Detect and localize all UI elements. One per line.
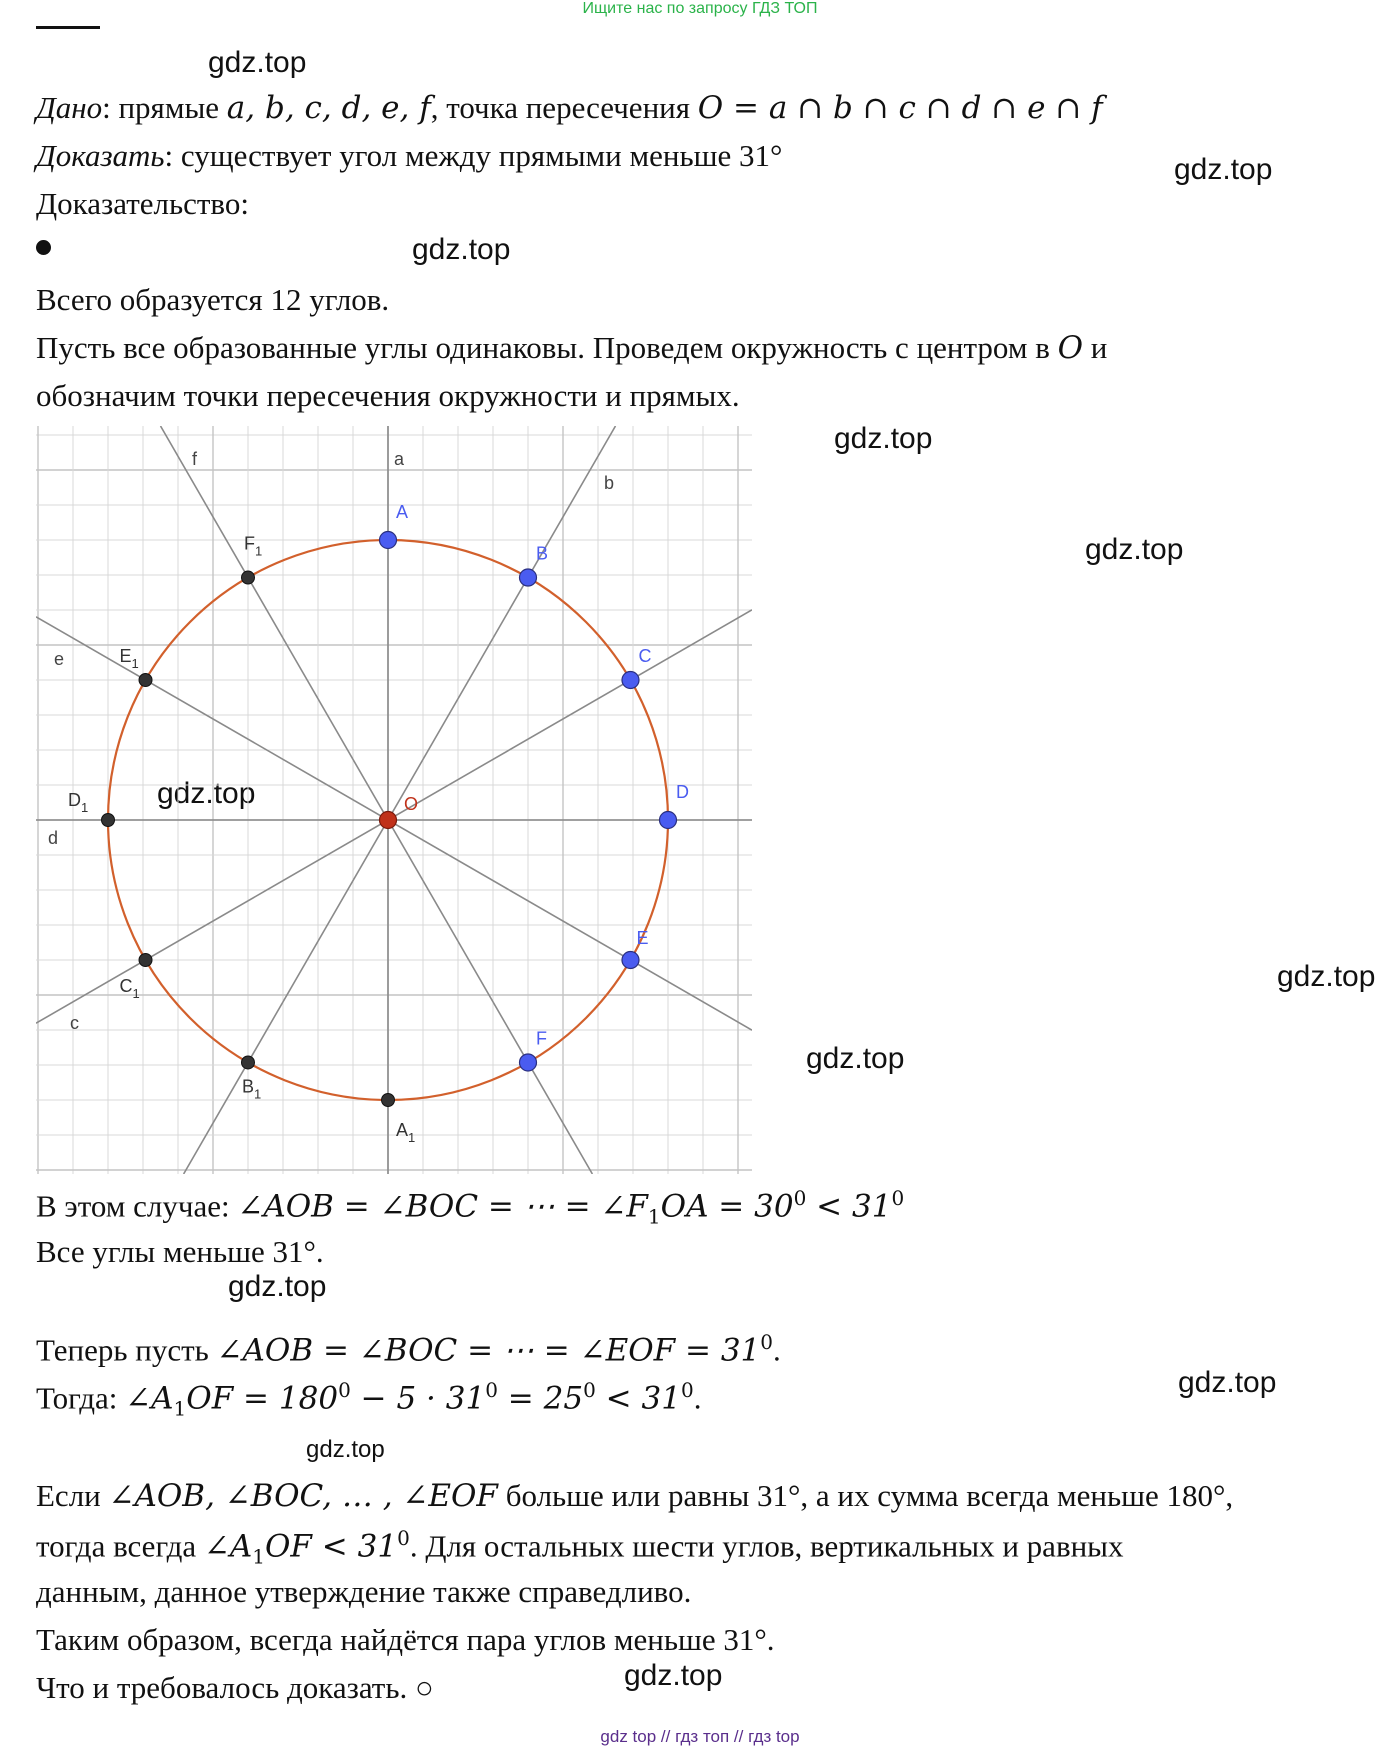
bullet-icon: [36, 240, 51, 255]
para2-line1: [36, 330, 1107, 366]
watermark: gdz.top: [1174, 153, 1273, 186]
point-C1: [139, 954, 152, 967]
final-l5: Что и требовалось доказать. ○: [36, 1670, 434, 1705]
case2b-s1: 0: [338, 1378, 351, 1402]
watermark: gdz.top: [1085, 533, 1184, 566]
point-O: [380, 812, 397, 829]
geometry-figure: [36, 426, 752, 1174]
given-label: Дано: [36, 90, 103, 125]
case2b-f4: = 25: [497, 1380, 584, 1417]
point-label-O: O: [404, 794, 419, 814]
point-A1: [382, 1094, 395, 1107]
final-l2-sup: 0: [397, 1526, 410, 1550]
case2-prefix: Теперь пусть: [36, 1332, 217, 1368]
point-B: [520, 569, 537, 586]
prove-text: : существует угол между прямыми меньше 31°: [164, 138, 783, 173]
point-E: [622, 952, 639, 969]
case2b-sub: 1: [173, 1396, 187, 1421]
watermark: gdz.top: [624, 1659, 723, 1692]
point-label-F: F: [536, 1028, 547, 1049]
case2-sup: 0: [760, 1330, 774, 1354]
point-label-A1: $A_1$: [396, 1120, 416, 1145]
line-label-d: d: [48, 828, 59, 848]
watermark: gdz.top: [1178, 1366, 1277, 1399]
point-D: [660, 812, 677, 829]
case2b-end: .: [693, 1380, 702, 1416]
case2b-s3: 0: [583, 1378, 596, 1402]
case2b-s2: 0: [485, 1378, 498, 1402]
case2b-prefix: Тогда:: [36, 1380, 126, 1416]
para1: Всего образуется 12 углов.: [36, 282, 390, 317]
case2b-f2: OF = 180: [186, 1380, 339, 1417]
watermark: gdz.top: [806, 1042, 905, 1075]
point-label-A: A: [396, 502, 409, 522]
final-l2-b: . Для остальных шести углов, вертикальных и равных: [409, 1528, 1124, 1564]
case1-conclusion: Все углы меньше 31°.: [36, 1234, 324, 1269]
point-E1: [139, 674, 152, 687]
case1-prefix: В этом случае:: [36, 1188, 238, 1224]
para2-center: O: [1057, 330, 1084, 366]
case2-line1: [36, 1330, 781, 1368]
point-label-E1: $E_1$: [119, 646, 139, 671]
watermark: gdz.top: [834, 422, 933, 455]
line-label-c: c: [70, 1013, 79, 1033]
corner-bar: [36, 26, 100, 29]
proof-label: Доказательство:: [36, 186, 249, 221]
case1-formula3: < 31: [806, 1188, 892, 1225]
watermark: gdz.top: [1277, 960, 1376, 993]
given-formula: O = a ∩ b ∩ c ∩ d ∩ e ∩ f: [697, 90, 1103, 126]
final-l2-f1: ∠A: [203, 1528, 253, 1565]
point-F1: [242, 571, 255, 584]
para2-text-b: и: [1083, 330, 1108, 365]
point-F: [520, 1054, 537, 1071]
watermark: gdz.top: [208, 46, 307, 79]
case2-line2: [36, 1378, 701, 1421]
point-A: [380, 532, 397, 549]
watermark: gdz.top: [228, 1270, 327, 1303]
watermark: gdz.top: [157, 777, 256, 810]
para2-text-a: Пусть все образованные углы одинаковы. Проведем окружность с центром в: [36, 330, 1058, 365]
case1-sup2: 0: [891, 1186, 905, 1210]
watermark: gdz.top: [412, 233, 511, 266]
given-mid: , точка пересечения: [430, 90, 698, 125]
final-l2: [36, 1526, 1124, 1569]
final-l3: данным, данное утверждение также справедливо.: [36, 1574, 692, 1609]
case1-line: [36, 1186, 904, 1229]
point-C: [622, 672, 639, 689]
final-l2-a: тогда всегда: [36, 1528, 204, 1564]
case1-formula: ∠AOB = ∠BOC = ⋯ = ∠F: [237, 1188, 648, 1225]
line-label-a: a: [394, 449, 405, 469]
case2b-f5: < 31: [595, 1380, 681, 1417]
case1-sub: 1: [647, 1204, 661, 1229]
given-lines: a, b, c, d, e, f: [226, 90, 431, 126]
prove-line: [36, 138, 782, 174]
line-label-f: f: [192, 449, 198, 469]
point-label-D: D: [676, 782, 689, 802]
point-label-B1: $B_1$: [242, 1076, 262, 1102]
case2-end: .: [773, 1332, 781, 1368]
prove-label: Доказать: [36, 138, 165, 173]
given-line: [36, 90, 1103, 126]
final-l1-f: ∠AOB, ∠BOC, … , ∠EOF: [108, 1478, 498, 1514]
case2b-s4: 0: [680, 1378, 694, 1402]
footer: gdz top // гдз топ // гдз top: [600, 1727, 800, 1746]
final-l1-b: больше или равны 31°, а их сумма всегда меньше 180°,: [497, 1478, 1234, 1513]
line-label-e: e: [54, 649, 65, 669]
case1-formula2: OA = 30: [660, 1188, 794, 1225]
case2-formula: ∠AOB = ∠BOC = ⋯ = ∠EOF = 31: [216, 1332, 761, 1369]
final-l2-f2: OF < 31: [265, 1528, 398, 1565]
para2-line2: обозначим точки пересечения окружности и прямых.: [36, 378, 740, 413]
point-label-D1: $D_1$: [68, 790, 89, 815]
point-label-C: C: [638, 646, 652, 666]
case1-sup1: 0: [793, 1186, 807, 1210]
point-B1: [242, 1056, 255, 1069]
line-label-b: b: [604, 473, 615, 493]
point-label-B: B: [536, 543, 549, 564]
point-label-E: E: [636, 928, 649, 948]
point-D1: [102, 814, 115, 827]
points-group: [102, 532, 677, 1107]
case2b-f3: − 5 · 31: [350, 1380, 486, 1417]
watermark: gdz.top: [306, 1436, 385, 1463]
final-l1-a: Если: [36, 1478, 109, 1513]
point-label-F1: $F_1$: [244, 533, 263, 559]
point-label-C1: $C_1$: [119, 976, 140, 1001]
final-l1: [36, 1478, 1233, 1514]
final-l4: Таким образом, всегда найдётся пара углов меньше 31°.: [36, 1622, 775, 1657]
top-banner: Ищите нас по запросу ГДЗ ТОП: [582, 0, 818, 17]
final-l2-sub: 1: [252, 1544, 266, 1569]
labels-group: [48, 449, 689, 1145]
case2b-f1: ∠A: [125, 1380, 174, 1417]
given-text: : прямые: [102, 90, 227, 125]
